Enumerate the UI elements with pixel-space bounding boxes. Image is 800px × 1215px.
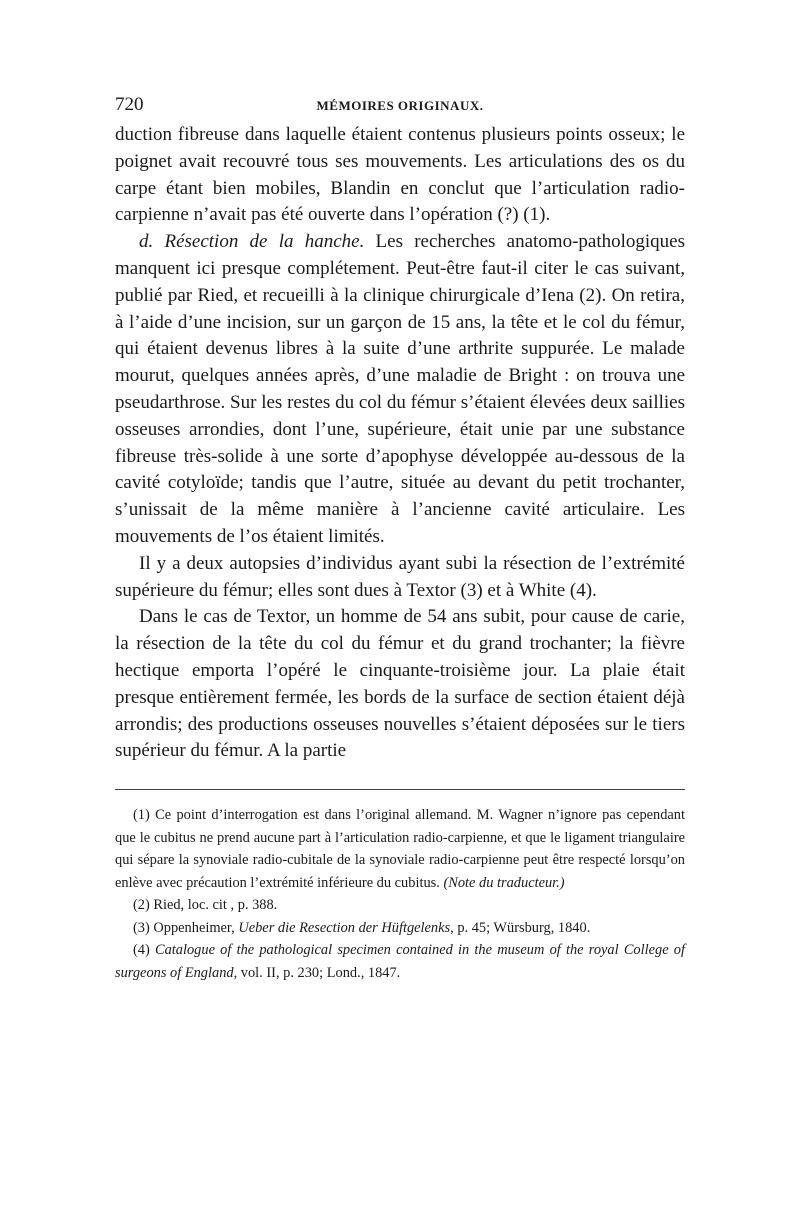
footnotes bbox=[115, 804, 685, 984]
running-title: MÉMOIRES ORIGINAUX. bbox=[316, 98, 484, 113]
footnote-1 bbox=[115, 804, 685, 894]
footnote-3-author: (3) Oppenheimer, bbox=[133, 919, 239, 936]
footnote-3-rest: , p. 45; Würsburg, 1840. bbox=[450, 919, 591, 936]
paragraph-2 bbox=[115, 229, 685, 551]
page-number: 720 bbox=[115, 94, 144, 115]
footnote-3-title: Ueber die Resection der Hüftgelenks bbox=[238, 919, 451, 936]
footnote-1-note: (Note du traducteur.) bbox=[443, 874, 565, 891]
body-text bbox=[115, 122, 685, 765]
section-heading: d. Résection de la hanche. bbox=[139, 231, 365, 253]
footnote-2: (2) Ried, loc. cit , p. 388. bbox=[133, 897, 278, 914]
footnote-divider bbox=[115, 789, 685, 790]
paragraph-3: Il y a deux autopsies d’individus ayant subi la résection de l’extrémité supérieure du fémur; elles sont dues à Textor (3) et à White (4). bbox=[115, 552, 685, 601]
footnote-4-title: Catalogue of the pathological specimen contained in the museum of the royal College of surgeons of England bbox=[115, 942, 685, 981]
paragraph-1: duction fibreuse dans laquelle étaient contenus plusieurs points osseux; le poignet avait recouvré tous ses mouvements. Les articulations des os du carpe étant bien mobiles, Blandin en conclut que l’articulation radio-carpienne n’avait pas été ouverte dans l’opération (?) (1). bbox=[115, 124, 685, 226]
paragraph-4: Dans le cas de Textor, un homme de 54 ans subit, pour cause de carie, la résection de la tête du col du fémur et du grand trochanter; la fièvre hectique emporta l’opéré le cinquante-troisième jour. La plaie était presque entièrement fermée, les bords de la surface de section étaient déjà arrondis; des productions osseuses nouvelles s’étaient déposées sur le tiers supérieur du fémur. A la partie bbox=[115, 606, 685, 762]
paragraph-2-text: Les recherches anatomo-pathologiques manquent ici presque complétement. Peut-être faut-il citer le cas suivant, publié par Ried, et recueilli à la clinique chirurgicale d’Iena (2). On retira, à l’aide d’une incision, sur un garçon de 15 ans, la tête et le col du fémur, qui étaient devenus libres à la suite d’une arthrite suppurée. Le malade mourut, quelques années après, d’une maladie de Bright : on trouva une pseudarthrose. Sur les restes du col du fémur s’étaient élevées deux saillies osseuses arrondies, dont l’une, supérieure, était unie par une substance fibreuse très-solide à une sorte d’apophyse développée au-dessous de la cavité cotyloïde; tandis que l’autre, située au devant du petit trochanter, s’unissait de la même manière à l’ancienne cavité articulaire. Les mouvements de l’os étaient limités. bbox=[115, 231, 685, 547]
running-head bbox=[115, 88, 685, 118]
footnote-4 bbox=[115, 939, 685, 984]
footnote-3 bbox=[115, 917, 685, 940]
footnote-1-text: (1) Ce point d’interrogation est dans l’original allemand. M. Wagner n’ignore pas cependant que le cubitus ne prend aucune part à l’articulation radio-carpienne, et que le ligament triangulaire qui sépare la synoviale radio-cubitale de la synoviale radio-carpienne peut être respecté lorsqu’on enlève avec précaution l’extrémité inférieure du cubitus. bbox=[115, 807, 685, 891]
page bbox=[115, 88, 685, 984]
footnote-4-number: (4) bbox=[133, 942, 155, 959]
footnote-4-rest: , vol. II, p. 230; Lond., 1847. bbox=[233, 964, 401, 981]
